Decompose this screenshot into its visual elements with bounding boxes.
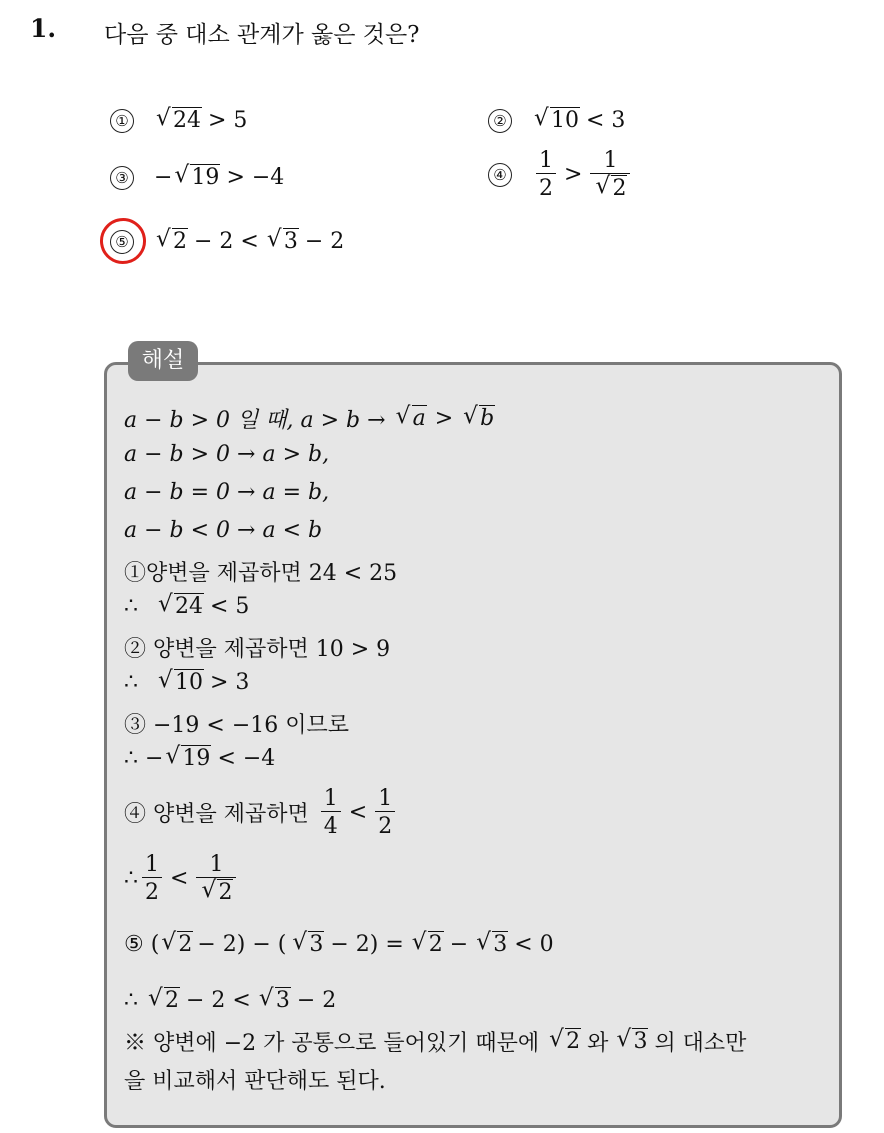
choice-text: < 3 [586,108,626,133]
solution-line: ∴ $\frac{1}{2}$ < 1 √ 2 [124,852,240,906]
solution-line: ③ −19 < −16 이므로 [124,713,350,738]
question-number: 1. [30,14,57,43]
solution-tag: 해설 [128,341,198,381]
fraction: 1 √ 2 [590,148,630,202]
choice-4[interactable] [488,148,634,202]
choice-text: > [564,162,583,188]
solution-line: ② 양변을 제곱하면 10 > 9 [124,637,391,662]
sqrt-expression: √ 24 [156,105,201,133]
choice-marker: ⑤ [110,230,134,254]
choice-text: > 5 [208,108,248,133]
choice-marker: ① [110,109,134,133]
solution-line: ∴ √ 10 > 3 [124,667,250,695]
sqrt-expression: √ 10 [534,105,579,133]
sqrt-expression: √ 3 [266,226,298,254]
solution-line: a − b > 0 일 때, a > b → √ a > √ b [124,403,495,433]
solution-line: ⑤ ( √ 2 − 2) − ( √ 3 − 2) = √ 2 − √ 3 < 0 [124,929,554,957]
solution-line: ※ 양변에 −2 가 공통으로 들어있기 때문에 √ 2 와 √ 3 의 대소만 [124,1026,747,1056]
sqrt-expression: √ 2 [156,226,187,254]
choice-marker: ④ [488,163,512,187]
choice-1[interactable] [110,105,248,133]
solution-line: ∴ − √ 19 < −4 [124,743,276,771]
choice-text: > −4 [226,165,285,190]
solution-line: 을 비교해서 판단해도 된다. [124,1069,386,1094]
solution-line: ∴ √ 2 − 2 < √ 3 − 2 [124,985,337,1013]
choice-2[interactable] [488,105,626,133]
solution-line: a − b > 0 → a > b, [124,442,330,467]
solution-line: a − b < 0 → a < b [124,518,323,543]
choice-3[interactable] [110,162,285,190]
choice-text: − 2 [304,229,345,254]
sqrt-expression: √ 19 [174,162,220,190]
choice-5[interactable] [110,226,345,254]
choice-text: − [154,165,173,190]
fraction: $\frac{1}{2}$ [536,148,556,202]
solution-line: ∴ √ 24 < 5 [124,591,250,619]
solution-panel [104,362,842,1128]
solution-line: ①양변을 제곱하면 24 < 25 [124,561,398,586]
solution-line: a − b = 0 → a = b, [124,480,330,505]
choice-marker: ② [488,109,512,133]
question-text: 다음 중 대소 관계가 옳은 것은? [104,22,420,48]
choice-text: − 2 < [194,229,259,254]
choice-marker: ③ [110,166,134,190]
solution-line: ④ 양변을 제곱하면 $\frac{1}{4}$ < $\frac{1}{2}$ [124,786,399,840]
